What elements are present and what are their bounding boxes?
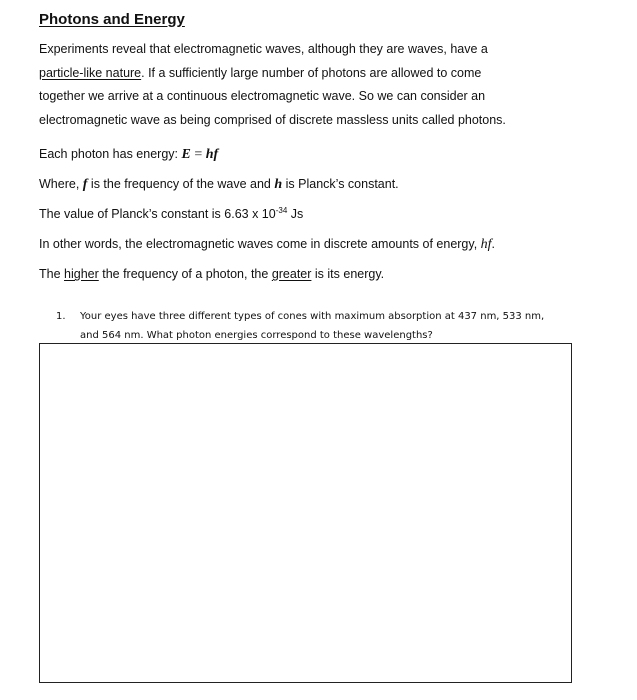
formula-e: E — [181, 147, 191, 162]
higher-frequency-statement — [39, 266, 384, 282]
page-title: Photons and Energy — [39, 11, 185, 28]
where-prefix: Where, — [39, 177, 83, 191]
energy-statement — [39, 146, 218, 163]
energy-label: Each photon has energy: — [39, 147, 182, 161]
question-line-2: and 564 nm. What photon energies correspond to these wavelengths? — [80, 330, 433, 341]
planck-exponent: -34 — [275, 206, 288, 215]
intro-line-3: together we arrive at a continuous electromagnetic wave. So we can consider an — [39, 89, 486, 103]
higher-word: higher — [64, 267, 99, 281]
other-words-text: In other words, the electromagnetic waves come in discrete amounts of energy, — [39, 237, 481, 251]
question-line-1: Your eyes have three different types of cones with maximum absorption at 437 nm, 533 nm, — [80, 311, 545, 322]
greater-word: greater — [271, 267, 312, 281]
h-symbol: h — [274, 177, 283, 192]
formula-hf-inline: hf — [480, 237, 492, 252]
intro-line-2-rest: . If a sufficiently large number of photons are allowed to come — [141, 65, 482, 80]
higher-middle: the frequency of a photon, the — [98, 267, 272, 281]
intro-line-1: Experiments reveal that electromagnetic waves, although they are waves, have a — [39, 42, 488, 56]
higher-prefix: The — [39, 267, 65, 281]
intro-line-4: electromagnetic wave as being comprised of discrete massless units called photons. — [39, 112, 506, 127]
formula-equals: = — [190, 147, 206, 162]
question-number: 1. — [56, 311, 66, 322]
particle-like-nature-text: particle-like nature — [39, 65, 142, 80]
planck-prefix: The value of Planck’s constant is 6.63 x 10 — [39, 207, 276, 221]
discrete-energy-statement — [39, 236, 495, 253]
question-text — [80, 307, 580, 345]
other-words-end: . — [491, 237, 496, 251]
where-statement — [39, 176, 399, 193]
answer-box[interactable] — [39, 343, 572, 683]
intro-paragraph — [39, 38, 599, 132]
higher-suffix: is its energy. — [311, 267, 385, 281]
where-middle: is the frequency of the wave and — [87, 177, 275, 191]
planck-unit: Js — [287, 207, 304, 221]
where-suffix: is Planck’s constant. — [282, 177, 399, 191]
intro-line-2 — [39, 62, 599, 86]
planck-value-statement — [39, 206, 303, 222]
f-symbol: f — [82, 177, 88, 192]
formula-hf: hf — [205, 147, 219, 162]
